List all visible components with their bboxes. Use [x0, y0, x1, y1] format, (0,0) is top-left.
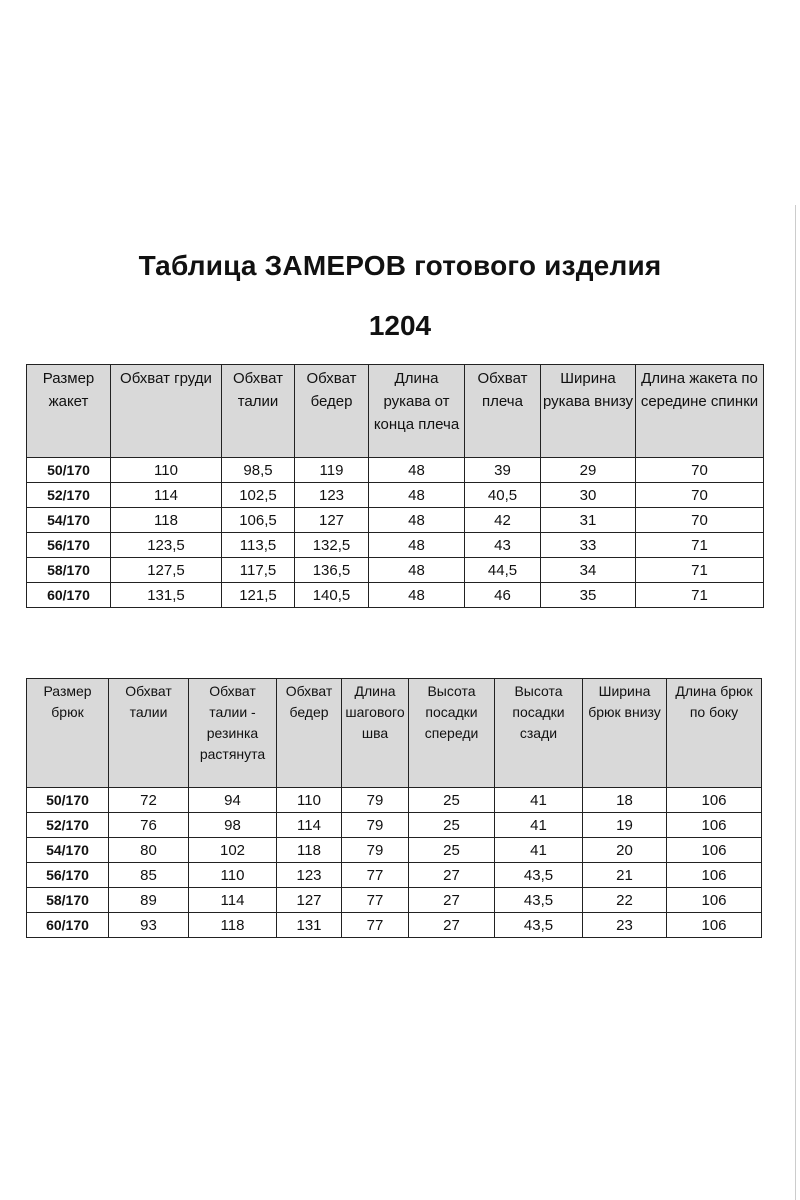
pants-value-cell: 127	[277, 888, 342, 913]
jacket-value-cell: 44,5	[465, 558, 541, 583]
pants-value-cell: 131	[277, 913, 342, 938]
jacket-table-row	[27, 533, 764, 558]
jacket-value-cell: 48	[369, 558, 465, 583]
jacket-value-cell: 71	[636, 558, 764, 583]
jacket-header-cell: Длина рукава от конца плеча	[369, 365, 465, 458]
pants-value-cell: 79	[342, 838, 409, 863]
pants-header-cell: Высота посадки сзади	[495, 679, 583, 788]
jacket-value-cell: 136,5	[295, 558, 369, 583]
jacket-value-cell: 46	[465, 583, 541, 608]
pants-value-cell: 106	[667, 913, 762, 938]
pants-value-cell: 80	[109, 838, 189, 863]
jacket-value-cell: 117,5	[222, 558, 295, 583]
jacket-header-cell: Обхват плеча	[465, 365, 541, 458]
jacket-size-cell: 54/170	[27, 508, 111, 533]
pants-table-row	[27, 888, 762, 913]
jacket-value-cell: 29	[541, 458, 636, 483]
jacket-value-cell: 119	[295, 458, 369, 483]
pants-size-cell: 56/170	[27, 863, 109, 888]
jacket-value-cell: 31	[541, 508, 636, 533]
pants-value-cell: 110	[189, 863, 277, 888]
pants-value-cell: 118	[189, 913, 277, 938]
jacket-value-cell: 113,5	[222, 533, 295, 558]
jacket-header-cell: Длина жакета по середине спинки	[636, 365, 764, 458]
jacket-value-cell: 48	[369, 458, 465, 483]
pants-value-cell: 118	[277, 838, 342, 863]
pants-table-row	[27, 788, 762, 813]
pants-value-cell: 25	[409, 788, 495, 813]
jacket-value-cell: 48	[369, 483, 465, 508]
pants-value-cell: 79	[342, 813, 409, 838]
pants-value-cell: 77	[342, 888, 409, 913]
jacket-value-cell: 102,5	[222, 483, 295, 508]
jacket-size-cell: 56/170	[27, 533, 111, 558]
pants-value-cell: 43,5	[495, 888, 583, 913]
jacket-table-row	[27, 508, 764, 533]
pants-value-cell: 94	[189, 788, 277, 813]
pants-value-cell: 20	[583, 838, 667, 863]
jacket-header-cell: Размер жакет	[27, 365, 111, 458]
pants-value-cell: 106	[667, 813, 762, 838]
jacket-value-cell: 42	[465, 508, 541, 533]
pants-value-cell: 77	[342, 913, 409, 938]
pants-table-row	[27, 838, 762, 863]
jacket-header-cell: Обхват бедер	[295, 365, 369, 458]
pants-size-cell: 50/170	[27, 788, 109, 813]
pants-value-cell: 110	[277, 788, 342, 813]
jacket-table-row	[27, 583, 764, 608]
jacket-value-cell: 35	[541, 583, 636, 608]
pants-value-cell: 102	[189, 838, 277, 863]
jacket-value-cell: 127,5	[111, 558, 222, 583]
pants-table-row	[27, 863, 762, 888]
jacket-value-cell: 40,5	[465, 483, 541, 508]
pants-value-cell: 123	[277, 863, 342, 888]
pants-value-cell: 77	[342, 863, 409, 888]
pants-value-cell: 98	[189, 813, 277, 838]
pants-measurements-table	[26, 678, 762, 938]
pants-value-cell: 93	[109, 913, 189, 938]
pants-value-cell: 23	[583, 913, 667, 938]
pants-value-cell: 21	[583, 863, 667, 888]
jacket-header-cell: Ширина рукава внизу	[541, 365, 636, 458]
jacket-header-cell: Обхват талии	[222, 365, 295, 458]
pants-table-row	[27, 813, 762, 838]
pants-value-cell: 25	[409, 813, 495, 838]
jacket-measurements-table	[26, 364, 764, 608]
pants-header-cell: Обхват талии - резинка растянута	[189, 679, 277, 788]
jacket-value-cell: 70	[636, 508, 764, 533]
pants-value-cell: 27	[409, 863, 495, 888]
pants-header-cell: Ширина брюк внизу	[583, 679, 667, 788]
jacket-value-cell: 132,5	[295, 533, 369, 558]
pants-value-cell: 18	[583, 788, 667, 813]
jacket-size-cell: 52/170	[27, 483, 111, 508]
pants-value-cell: 72	[109, 788, 189, 813]
pants-value-cell: 79	[342, 788, 409, 813]
pants-value-cell: 76	[109, 813, 189, 838]
jacket-header-cell: Обхват груди	[111, 365, 222, 458]
jacket-value-cell: 70	[636, 458, 764, 483]
jacket-value-cell: 131,5	[111, 583, 222, 608]
jacket-value-cell: 98,5	[222, 458, 295, 483]
pants-value-cell: 27	[409, 913, 495, 938]
jacket-value-cell: 123,5	[111, 533, 222, 558]
jacket-header-row	[27, 365, 764, 458]
pants-value-cell: 106	[667, 888, 762, 913]
jacket-table-body	[27, 458, 764, 608]
document-title: Таблица ЗАМЕРОВ готового изделия	[138, 250, 662, 281]
jacket-value-cell: 33	[541, 533, 636, 558]
pants-value-cell: 114	[277, 813, 342, 838]
jacket-value-cell: 123	[295, 483, 369, 508]
pants-value-cell: 27	[409, 888, 495, 913]
pants-header-row	[27, 679, 762, 788]
pants-value-cell: 41	[495, 813, 583, 838]
pants-header-cell: Размер брюк	[27, 679, 109, 788]
pants-header-cell: Обхват талии	[109, 679, 189, 788]
pants-header-cell: Длина брюк по боку	[667, 679, 762, 788]
jacket-value-cell: 43	[465, 533, 541, 558]
pants-value-cell: 106	[667, 863, 762, 888]
pants-size-cell: 54/170	[27, 838, 109, 863]
pants-size-cell: 60/170	[27, 913, 109, 938]
jacket-value-cell: 48	[369, 583, 465, 608]
pants-size-cell: 58/170	[27, 888, 109, 913]
pants-table-body	[27, 788, 762, 938]
pants-value-cell: 19	[583, 813, 667, 838]
jacket-value-cell: 70	[636, 483, 764, 508]
pants-value-cell: 43,5	[495, 913, 583, 938]
pants-value-cell: 106	[667, 838, 762, 863]
pants-value-cell: 106	[667, 788, 762, 813]
jacket-table-row	[27, 483, 764, 508]
jacket-value-cell: 121,5	[222, 583, 295, 608]
jacket-value-cell: 39	[465, 458, 541, 483]
pants-value-cell: 89	[109, 888, 189, 913]
jacket-value-cell: 30	[541, 483, 636, 508]
jacket-value-cell: 71	[636, 583, 764, 608]
jacket-value-cell: 34	[541, 558, 636, 583]
page-edge-line	[795, 205, 796, 1200]
pants-table-row	[27, 913, 762, 938]
jacket-value-cell: 110	[111, 458, 222, 483]
jacket-value-cell: 106,5	[222, 508, 295, 533]
jacket-size-cell: 58/170	[27, 558, 111, 583]
pants-value-cell: 41	[495, 838, 583, 863]
jacket-table-row	[27, 458, 764, 483]
pants-value-cell: 43,5	[495, 863, 583, 888]
pants-value-cell: 22	[583, 888, 667, 913]
pants-header-cell: Высота посадки спереди	[409, 679, 495, 788]
pants-value-cell: 41	[495, 788, 583, 813]
jacket-value-cell: 48	[369, 533, 465, 558]
jacket-value-cell: 127	[295, 508, 369, 533]
jacket-value-cell: 71	[636, 533, 764, 558]
model-number: 1204	[368, 310, 432, 341]
jacket-table-row	[27, 558, 764, 583]
pants-size-cell: 52/170	[27, 813, 109, 838]
pants-header-cell: Обхват бедер	[277, 679, 342, 788]
jacket-size-cell: 60/170	[27, 583, 111, 608]
pants-value-cell: 25	[409, 838, 495, 863]
jacket-size-cell: 50/170	[27, 458, 111, 483]
pants-value-cell: 114	[189, 888, 277, 913]
jacket-value-cell: 114	[111, 483, 222, 508]
jacket-value-cell: 118	[111, 508, 222, 533]
jacket-value-cell: 140,5	[295, 583, 369, 608]
jacket-value-cell: 48	[369, 508, 465, 533]
pants-header-cell: Длина шагового шва	[342, 679, 409, 788]
pants-value-cell: 85	[109, 863, 189, 888]
